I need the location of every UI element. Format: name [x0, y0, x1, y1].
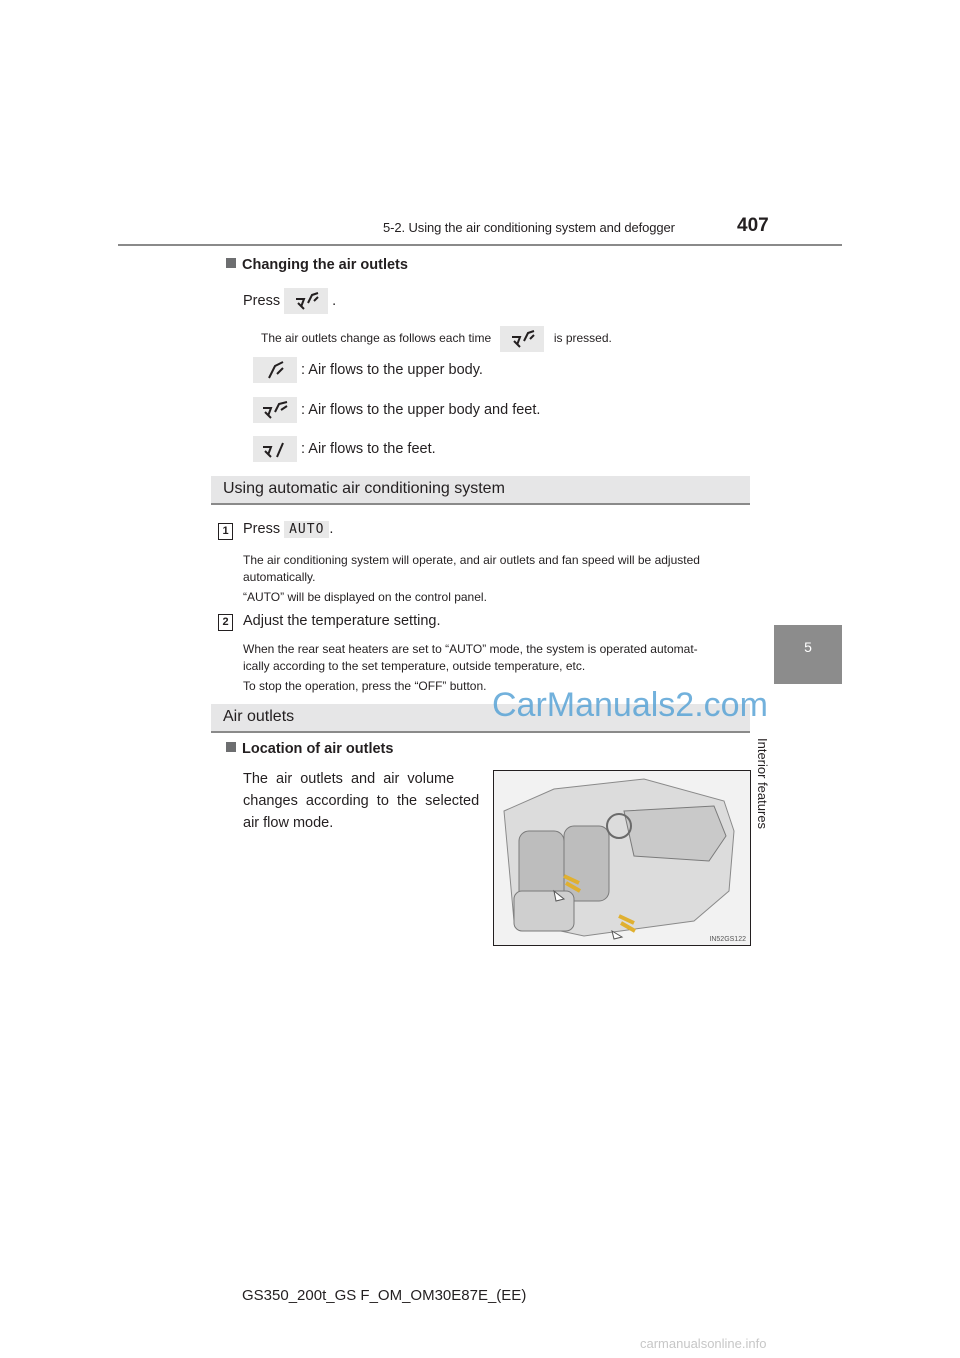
section-title-auto-ac: Using automatic air conditioning system	[223, 480, 505, 497]
step1-note: The air conditioning system will operate, and air outlets and fan speed will be adjusted automatically. “AUTO” will be displayed on the control panel.	[243, 553, 700, 604]
air-feet-icon	[253, 436, 297, 462]
step2-instruction: Adjust the temperature setting.	[243, 613, 441, 629]
air-upper-body-feet-icon	[253, 397, 297, 423]
bottom-watermark: carmanualsonline.info	[640, 1336, 767, 1351]
air-outlet-mode-button-icon	[500, 326, 544, 352]
air-outlet-mode-button-icon	[284, 288, 328, 314]
step-number-1: 1	[218, 523, 233, 540]
step2-note: When the rear seat heaters are set to “AUTO” mode, the system is operated automat- ically according to the set temperature, outside temperature, etc. To stop the operation, press the “OFF” button.	[243, 642, 698, 693]
auto-button-label: AUTO	[284, 521, 329, 538]
illustration-code: IN52GS122	[709, 936, 746, 943]
section-title-air-outlets: Air outlets	[223, 708, 295, 725]
step1-instruction: Press AUTO .	[243, 521, 334, 537]
chapter-label: Interior features	[755, 738, 770, 830]
mode-feet: : Air flows to the feet.	[253, 436, 436, 462]
mode-upper-body-feet: : Air flows to the upper body and feet.	[253, 397, 540, 423]
section-bar-auto-ac	[211, 476, 750, 505]
page-number: 407	[737, 215, 769, 236]
air-upper-body-icon	[253, 357, 297, 383]
outlet-change-note: The air outlets change as follows each time is pressed.	[261, 326, 612, 352]
step-number-2: 2	[218, 614, 233, 631]
chapter-number: 5	[804, 639, 812, 655]
section-header-title: 5-2. Using the air conditioning system and defogger	[383, 220, 675, 235]
header-divider	[118, 244, 842, 246]
location-heading: Location of air outlets	[226, 741, 393, 757]
changing-outlets-heading: Changing the air outlets	[226, 257, 408, 273]
car-interior-illustration	[493, 770, 751, 946]
bullet-square-icon	[226, 258, 236, 268]
mode-upper-body: : Air flows to the upper body.	[253, 357, 483, 383]
document-code: GS350_200t_GS F_OM_OM30E87E_(EE)	[242, 1287, 527, 1304]
air-outlets-description: The air outlets and air volume changes according to the selected air flow mode.	[243, 771, 480, 831]
car-interior-drawing	[494, 771, 750, 945]
press-outlet-instruction: Press .	[243, 288, 336, 314]
bullet-square-icon	[226, 742, 236, 752]
watermark-text: CarManuals2.com	[492, 686, 768, 724]
